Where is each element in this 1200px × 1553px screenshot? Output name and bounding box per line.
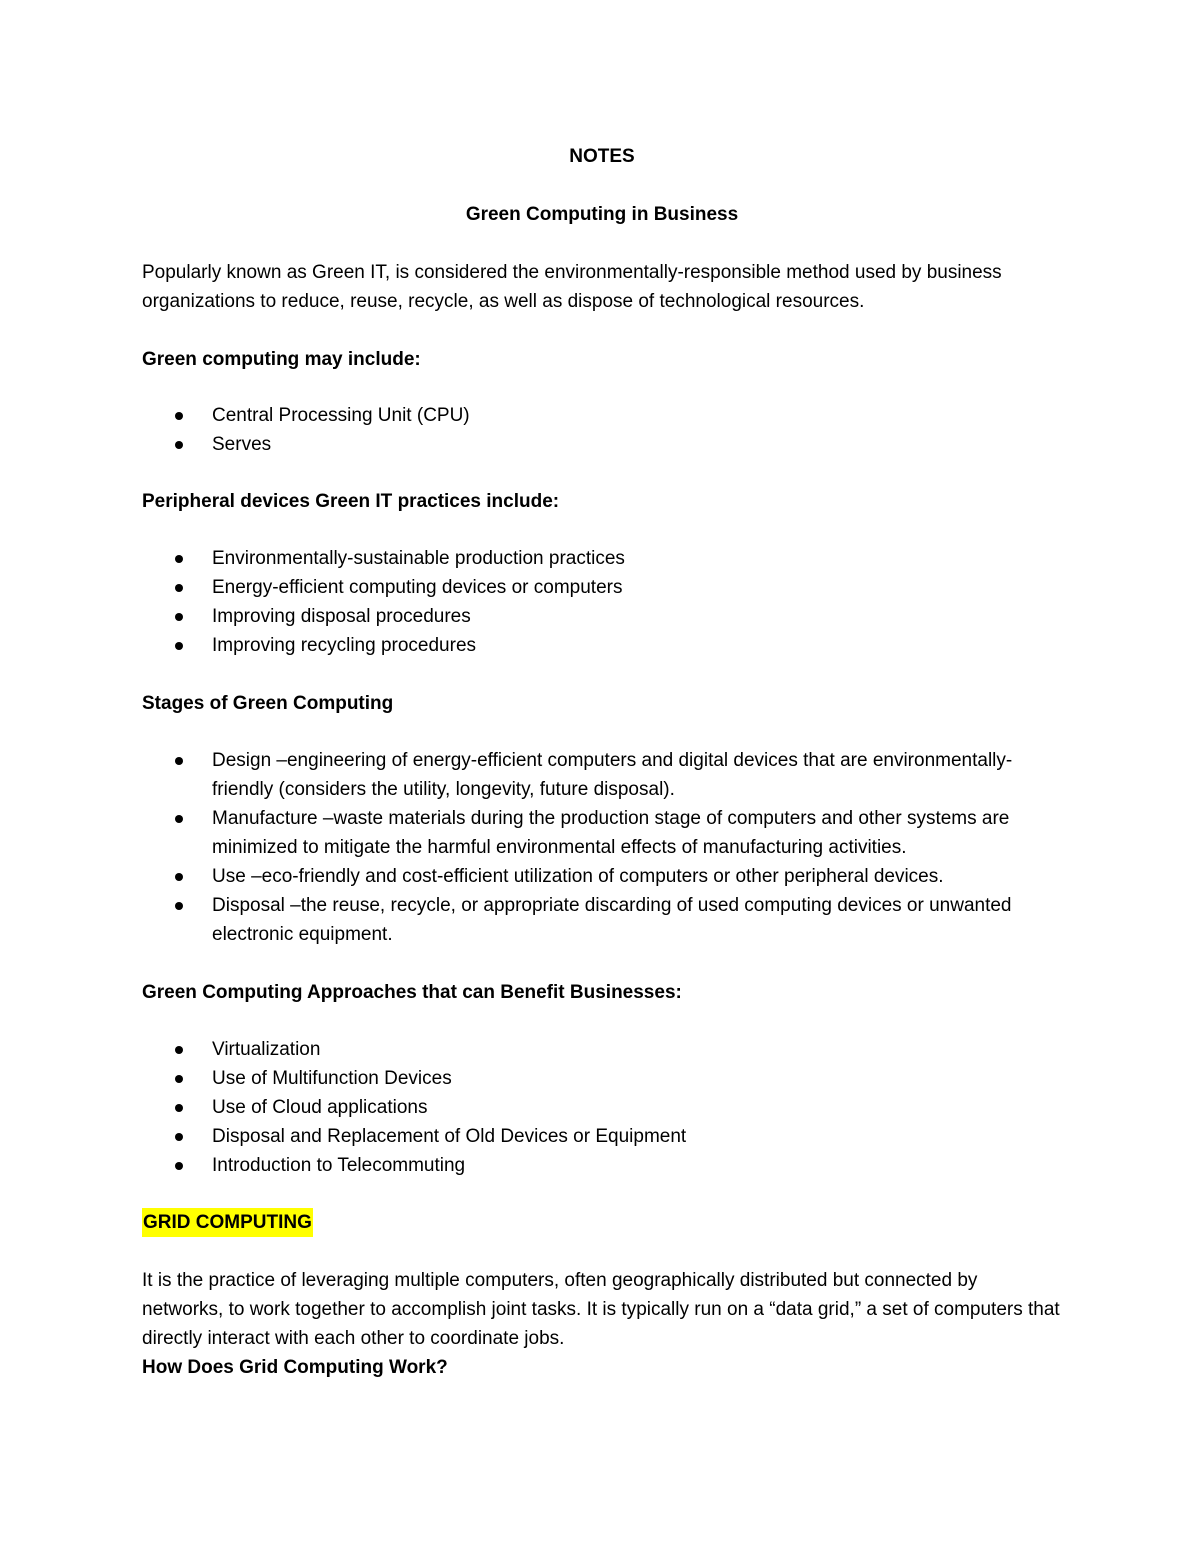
list-green-computing xyxy=(142,401,1062,459)
list-item: Environmentally-sustainable production practices xyxy=(142,544,1062,573)
list-item: Central Processing Unit (CPU) xyxy=(142,401,1062,430)
list-item: Virtualization xyxy=(142,1035,1062,1064)
bullet-icon xyxy=(175,584,183,592)
section-title-stages: Stages of Green Computing xyxy=(142,693,394,714)
list-item: Improving recycling procedures xyxy=(142,631,1062,660)
bullet-icon xyxy=(175,1104,183,1112)
bullet-icon xyxy=(175,1075,183,1083)
list-item: Use –eco-friendly and cost-efficient utilization of computers or other peripheral devices. xyxy=(142,862,1062,891)
grid-computing-paragraph: It is the practice of leveraging multiple computers, often geographically distributed but connected by networks, to work together to accomplish joint tasks. It is typically run on a “data grid,” a set of computers that directly interact with each other to coordinate jobs. xyxy=(142,1270,1060,1349)
list-item: Introduction to Telecommuting xyxy=(142,1151,1062,1180)
list-item: Improving disposal procedures xyxy=(142,602,1062,631)
bullet-icon xyxy=(175,757,183,765)
bullet-icon xyxy=(175,815,183,823)
bullet-icon xyxy=(175,613,183,621)
grid-computing-heading xyxy=(142,1208,1062,1237)
bullet-icon xyxy=(175,1162,183,1170)
grid-computing-question: How Does Grid Computing Work? xyxy=(142,1357,448,1378)
list-peripheral xyxy=(142,544,1062,660)
list-item: Disposal –the reuse, recycle, or appropriate discarding of used computing devices or unwanted electronic equipment. xyxy=(142,891,1062,949)
list-approaches xyxy=(142,1035,1062,1180)
bullet-icon xyxy=(175,1046,183,1054)
document-page xyxy=(142,142,1062,1382)
bullet-icon xyxy=(175,642,183,650)
bullet-icon xyxy=(175,412,183,420)
bullet-icon xyxy=(175,902,183,910)
bullet-icon xyxy=(175,1133,183,1141)
doc-subheading: Green Computing in Business xyxy=(465,204,739,225)
list-item: Use of Cloud applications xyxy=(142,1093,1062,1122)
list-stages xyxy=(142,746,1062,949)
list-item: Design –engineering of energy-efficient computers and digital devices that are environmentally-friendly (considers the utility, longevity, future disposal). xyxy=(142,746,1062,804)
list-item: Disposal and Replacement of Old Devices or Equipment xyxy=(142,1122,1062,1151)
highlighted-heading: GRID COMPUTING xyxy=(142,1208,313,1237)
section-title-green-computing: Green computing may include: xyxy=(142,349,421,370)
list-item: Energy-efficient computing devices or computers xyxy=(142,573,1062,602)
list-item: Manufacture –waste materials during the production stage of computers and other systems are minimized to mitigate the harmful environmental effects of manufacturing activities. xyxy=(142,804,1062,862)
list-item: Use of Multifunction Devices xyxy=(142,1064,1062,1093)
intro-paragraph: Popularly known as Green IT, is considered the environmentally-responsible method used by business organizations to reduce, reuse, recycle, as well as dispose of technological resources. xyxy=(142,262,1002,312)
bullet-icon xyxy=(175,873,183,881)
list-item: Serves xyxy=(142,430,1062,459)
doc-heading: NOTES xyxy=(569,146,635,167)
section-title-approaches: Green Computing Approaches that can Benefit Businesses: xyxy=(142,982,682,1003)
section-title-peripheral: Peripheral devices Green IT practices include: xyxy=(142,491,560,512)
bullet-icon xyxy=(175,555,183,563)
bullet-icon xyxy=(175,441,183,449)
